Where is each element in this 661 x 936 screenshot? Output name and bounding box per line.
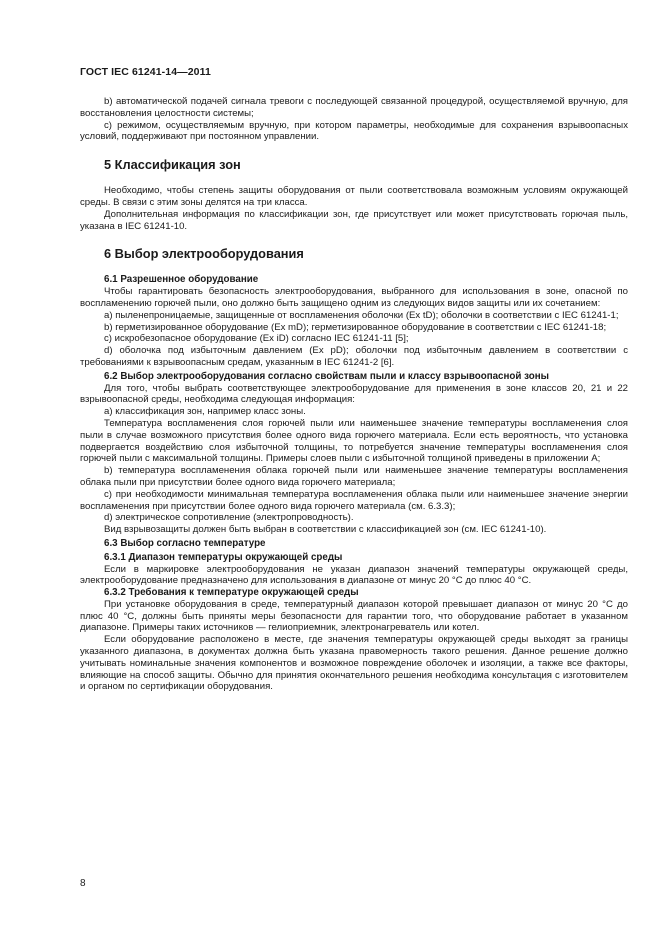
subsection-6-3-2-heading: 6.3.2 Требования к температуре окружающей среды: [104, 587, 359, 599]
subsection-6-3-heading: 6.3 Выбор согласно температуре: [104, 537, 266, 549]
section-5-heading: 5 Классификация зон: [104, 157, 241, 173]
list-item-d: d) электрическое сопротивление (электропроводность).: [104, 512, 354, 524]
paragraph: Вид взрывозащиты должен быть выбран в соответствии с классификацией зон (см. IEC 61241-10).: [104, 524, 547, 536]
list-item-c: c) искробезопасное оборудование (Ex iD) согласно IEC 61241-11 [5];: [104, 333, 409, 345]
subsection-6-1-heading: 6.1 Разрешенное оборудование: [104, 274, 259, 286]
paragraph: Для того, чтобы выбрать соответствующее электрооборудование для применения в зоне классов 20, 21 и 22 взрывоопасной среды, необходима следующая информация:: [80, 382, 628, 406]
page-number: 8: [80, 878, 86, 889]
list-item-b: b) температура воспламенения облака горючей пыли или наименьшее значение температуры воспламенения облака пыли при присутствии более одного вида горючего материала;: [80, 465, 628, 488]
list-item-a: a) пыленепроницаемые, защищенные от воспламенения оболочки (Ex tD); оболочки в соответствии с IEC 61241-1;: [104, 309, 619, 321]
list-item-d: d) оболочка под избыточным давлением (Ex pD); оболочки под избыточным давлением в соответствии с требованиями к взрывоопасным средам, указанным в IEC 61241-2 [6].: [80, 345, 628, 368]
list-item-a: a) классификация зон, например класс зоны.: [104, 406, 306, 418]
subsection-6-2-heading: 6.2 Выбор электрооборудования согласно свойствам пыли и классу взрывоопасной зоны: [104, 370, 550, 382]
document-body: [80, 96, 628, 693]
list-item-b: b) автоматической подачей сигнала тревоги с последующей связанной процедурой, осуществляемой вручную, для восстановления целостности системы;: [80, 96, 628, 119]
paragraph: Если оборудование расположено в месте, где значения температуры окружающей среды выходят за границы указанного диапазона, в документах должна быть указана правомерность такого решения. Данное решение должно учитывать номинальные значения компонентов и возможное повреждение оболочек и изоляции, а также все факторы, влияющие на способ защиты. Обычно для принятия окончательного решения необходима консультация с изготовителем и органом по сертификации оборудования.: [80, 634, 628, 693]
list-item-c: c) режимом, осуществляемым вручную, при котором параметры, необходимые для сохранения взрывоопасных условий, поддерживают при постоянном управлении.: [80, 119, 628, 143]
paragraph: Если в маркировке электрооборудования не указан диапазон значений температуры окружающей среды, электрооборудование предназначено для использования в диапазоне от минус 20 °С до плюс 40 °С.: [80, 563, 628, 587]
paragraph: Температура воспламенения слоя горючей пыли или наименьшее значение температуры воспламенения слоя пыли в случае возможного присутствия более одного вида горючего материала. Если есть вероятность, что установка подвергается воздействию слоя избыточной толщины, то потребуется значение температуры воспламенения слоя горючей пыли с максимальной толщины. Примеры слоев пыли с избыточной толщиной приведены в приложении А;: [80, 417, 628, 465]
paragraph: При установке оборудования в среде, температурный диапазон которой превышает диапазон от минус 20 °С до плюс 40 °С, должны быть приняты меры безопасности для гарантии того, что оборудование работает в указанном диапазоне. Примеры таких источников — гелиоприемник, электронагреватель или котел.: [80, 598, 628, 634]
paragraph: Необходимо, чтобы степень защиты оборудования от пыли соответствовала возможным условиям окружающей среды. В связи с этим зоны делятся на три класса.: [80, 185, 628, 208]
section-6-heading: 6 Выбор электрооборудования: [104, 246, 304, 262]
list-item-c: c) при необходимости минимальная температура воспламенения облака пыли или наименьшее значение энергии воспламенения при присутствии более одного вида горючего материала (см. 6.3.3);: [80, 488, 628, 512]
subsection-6-3-1-heading: 6.3.1 Диапазон температуры окружающей среды: [104, 551, 343, 563]
paragraph: Чтобы гарантировать безопасность электрооборудования, выбранного для использования в зоне, опасной по воспламенению горючей пыли, оно должно быть защищено одним из следующих видов защиты или их сочетанием:: [80, 286, 628, 309]
list-item-b: b) герметизированное оборудование (Ex mD); герметизированное оборудование в соответствии с IEC 61241-18;: [104, 321, 607, 333]
document-header: ГОСТ IEC 61241-14—2011: [80, 66, 211, 78]
paragraph: Дополнительная информация по классификации зон, где присутствует или может присутствовать горючая пыль, указана в IEC 61241-10.: [80, 208, 628, 232]
